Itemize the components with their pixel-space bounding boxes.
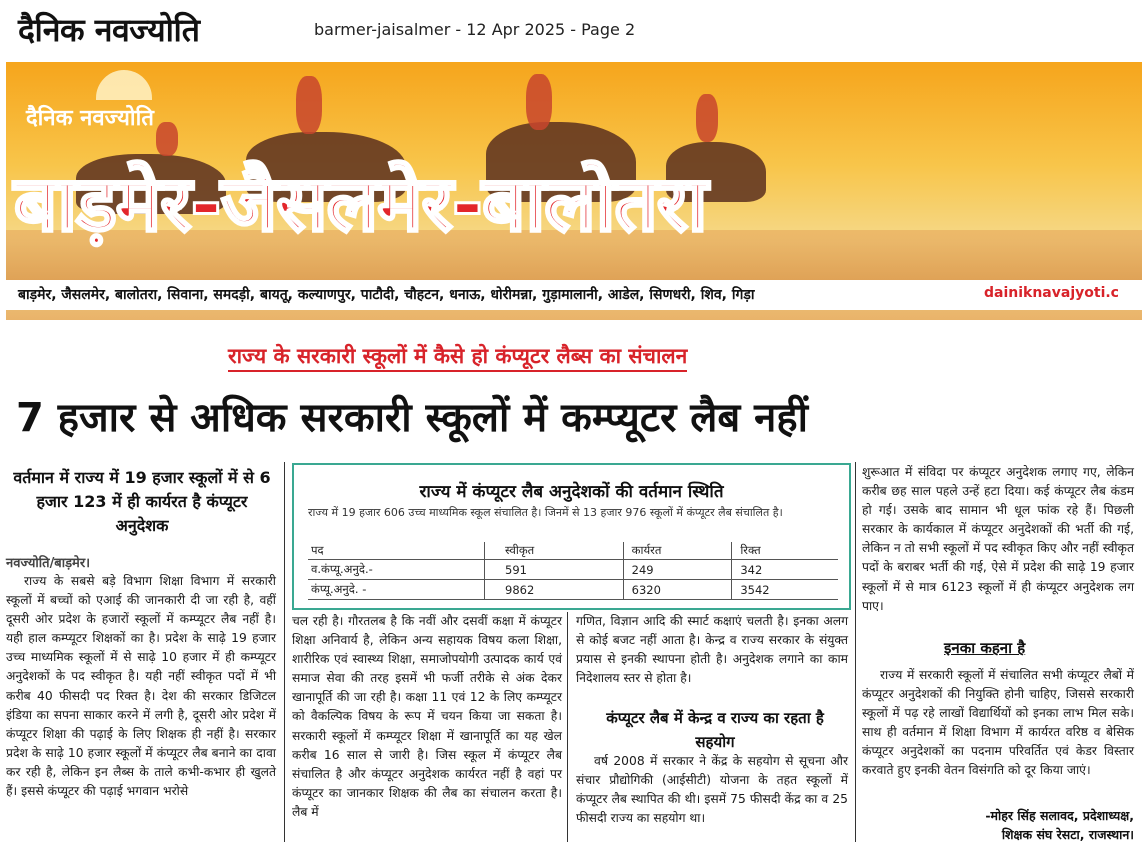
quote-signature-line-1: -मोहर सिंह सलावद, प्रदेशाध्यक्ष, <box>985 808 1134 823</box>
places-list: बाड़मेर, जैसलमेर, बालोतरा, सिवाना, समदड़ी, बायतू, कल्याणपुर, पाटौदी, चौहटन, धनाऊ, धोरीमन्ना, गुड़ामालानी, आडेल, सिणधरी, शिव, गिड़ा <box>18 287 755 303</box>
status-infobox <box>292 463 851 610</box>
column-header: स्वीकृत <box>485 542 624 560</box>
article-byline: नवज्योति/बाड़मेर। <box>6 556 91 571</box>
article-column-3-top: गणित, विज्ञान आदि की स्मार्ट कक्षाएं चलती है। इनका अलग से कोई बजट नहीं आता है। केन्द्र व राज्य सरकार के संयुक्त प्रयास से इनकी स्थापना होती है। अनुदेशक लगाने का काम निदेशालय स्तर से होता है। <box>576 614 848 686</box>
table-cell: 249 <box>623 560 732 580</box>
table-cell: 6320 <box>623 580 732 600</box>
infobox-table <box>308 542 838 600</box>
article-headline: 7 हजार से अधिक सरकारी स्कूलों में कम्प्यूटर लैब नहीं <box>16 395 808 441</box>
rider-icon <box>296 76 322 134</box>
column-3-subhead: कंप्यूटर लैब में केन्द्र व राज्य का रहता है सहयोग <box>606 709 824 751</box>
article-column-2: चल रही है। गौरतलब है कि नवीं और दसवीं कक्षा में कंप्यूटर शिक्षा अनिवार्य है, लेकिन अन्य सहायक विषय कला शिक्षा, शारीरिक एवं स्वास्थ्य शिक्षा, समाजोपयोगी उत्पादक कार्य एवं समाज सेवा की तरह इसमें भी फर्जी तरीके से अंक देकर खानापूर्ति की जा रही है। कक्षा 11 एवं 12 के लिए कम्प्यूटर को वैकल्पिक विषय के रूप में चयन किया जा सकता है। सरकारी स्कूलों में कम्प्यूटर शिक्षा में खानापूर्ति का यह खेल करीब 16 साल से जारी है। जिस स्कूल में कंप्यूटर लैब संचालित है और कंप्यूटर अनुदेशक कार्यरत नहीं है वहां पर कंप्यूटर का जानकार शिक्षक की लैब का संचालन करता है। लैब में <box>292 614 562 819</box>
article-subhead: वर्तमान में राज्य में 19 हजार स्कूलों में से 6 हजार 123 में ही कार्यरत है कंप्यूटर अनुदेशक <box>13 468 271 535</box>
table-row <box>308 560 838 580</box>
banner-logo: दैनिक नवज्योति <box>26 106 154 131</box>
column-divider <box>567 612 568 842</box>
rider-icon <box>526 74 552 130</box>
banner-title: बाड़मेर-जैसलमेर-बालोतरा <box>14 159 707 248</box>
top-bar <box>0 0 1142 60</box>
article-column-4-body: राज्य में सरकारी स्कूलों में संचालित सभी कंप्यूटर लैबों में कंप्यूटर अनुदेशकों की नियुक्ति होनी चाहिए, जिससे सरकारी स्कूलों में पढ़ रहे लाखों विद्यार्थियों को इनका लाभ मिल सके। साथ ही वर्तमान में शिक्षा विभाग में कार्यरत वरिष्ठ व बेसिक कंप्यूटर अनुदेशकों का पदनाम परिवर्तित एवं केडर विस्तार करवाते हुए इनकी वेतन विसंगति को दूर किया जाएं। <box>862 668 1134 778</box>
infobox-description: राज्य में 19 हजार 606 उच्च माध्यमिक स्कूल संचालित है। जिनमें से 13 हजार 976 स्कूलों में कंप्यूटर लैब संचालित है। <box>308 506 783 519</box>
website-link[interactable]: dainiknavajyoti.c <box>984 285 1119 301</box>
edition-label: barmer-jaisalmer - 12 Apr 2025 - Page 2 <box>314 20 636 39</box>
column-divider <box>284 462 285 842</box>
table-cell: 342 <box>732 560 838 580</box>
table-row <box>308 580 838 600</box>
newspaper-logo: दैनिक नवज्योति <box>18 11 200 49</box>
table-cell: व.कंप्यू.अनुदे.- <box>308 560 485 580</box>
table-cell: 591 <box>485 560 624 580</box>
article-kicker: राज्य के सरकारी स्कूलों में कैसे हो कंप्यूटर लैब्स का संचालन <box>228 342 687 372</box>
article-column-3-body: वर्ष 2008 में सरकार ने केंद्र के सहयोग से सूचना और संचार प्रौद्योगिकी (आईसीटी) योजना के तहत स्कूलों में कंप्यूटर लैब स्थापित की थी। इसमें 75 फीसदी केंद्र का व 25 फीसदी राज्य का सहयोग था। <box>576 754 848 826</box>
rider-icon <box>696 94 718 142</box>
column-4-subhead: इनका कहना है <box>944 639 1026 657</box>
table-cell: 3542 <box>732 580 838 600</box>
table-cell: कंप्यू.अनुदे. - <box>308 580 485 600</box>
quote-signature-line-2: शिक्षक संघ रेसटा, राजस्थान। <box>1001 827 1134 842</box>
column-divider <box>855 462 856 842</box>
table-cell: 9862 <box>485 580 624 600</box>
column-header: कार्यरत <box>623 542 732 560</box>
article-column-4-top: शुरूआत में संविदा पर कंप्यूटर अनुदेशक लगाए गए, लेकिन करीब छह साल पहले उन्हें हटा दिया। कई कंप्यूटर लैब कंडम हो गई। उसके बाद सामान भी धूल फांक रहे हैं। पिछली सरकार के कार्यकाल में कंप्यूटर अनुदेशकों की भर्ती की गई, लेकिन न तो सभी स्कूलों में पद स्वीकृत किए और नहीं स्वीकृत पदों के बराबर भर्ती की गई, ऐसे में प्रदेश की साढ़े 19 हजार स्कूलों में से मात्र 6123 स्कूलों में ही कंप्यूटर अनुदेशक लग पाए। <box>862 465 1134 613</box>
table-header-row <box>308 542 838 560</box>
column-header: पद <box>308 542 485 560</box>
article-column-1: राज्य के सबसे बड़े विभाग शिक्षा विभाग में सरकारी स्कूलों में बच्चों को एआई की जानकारी दी जा रही है, वहीं दूसरी ओर प्रदेश के हजारों स्कूलों में कम्प्यूटर लैब नहीं है। यही हाल कम्प्यूटर शिक्षकों का है। प्रदेश के साढ़े 19 हजार उच्च माध्यमिक स्कूलों में से साढ़े 10 हजार में ही कम्प्यूटर अनुदेशकों के पद स्वीकृत है। यही नहीं स्वीकृत पदों में भी करीब 40 फीसदी पद रिक्त है। देश की सरकार डिजिटल इंडिया का सपना साकार करने में लगी है, दूसरी ओर प्रदेश में कंप्यूटर शिक्षा की पढ़ाई के लिए शिक्षक ही नहीं है। सरकार प्रदेश के साढ़े 10 हजार स्कूलों में कंप्यूटर लैब बनाने का दावा कर रही है, लेकिन इन लैब्स के ताले कभी-कभार ही खुलते हैं। इससे कंप्यूटर की पढ़ाई भगवान भरोसे <box>6 574 276 799</box>
sun-logo-icon <box>96 70 152 100</box>
column-header: रिक्त <box>732 542 838 560</box>
infobox-title: राज्य में कंप्यूटर लैब अनुदेशकों की वर्तमान स्थिति <box>419 482 724 502</box>
